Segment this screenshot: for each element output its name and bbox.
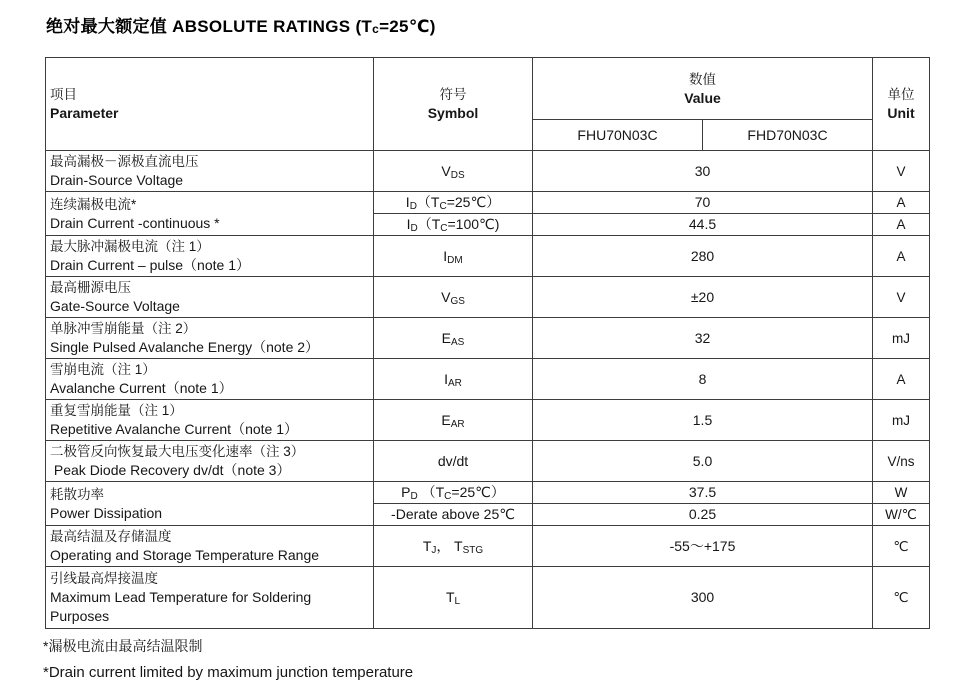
- param-label-cn: 最高栅源电压: [50, 280, 131, 295]
- symbol-cell: $I_{DM}$: [374, 236, 533, 277]
- param-label-cn: 连续漏极电流*: [50, 196, 137, 212]
- header-row-1: [46, 58, 930, 120]
- param-cell: [46, 318, 374, 359]
- header-unit-en: Unit: [887, 105, 915, 121]
- unit-cell: V: [873, 151, 930, 192]
- table-row: [46, 567, 930, 629]
- param-cell: [46, 277, 374, 318]
- header-parameter-cn: 项目: [50, 87, 77, 102]
- unit-cell: A: [873, 359, 930, 400]
- symbol-cell: $I_{AR}$: [374, 359, 533, 400]
- param-label-cn: 雪崩电流（注 1）: [50, 362, 156, 377]
- unit-cell: W/℃: [873, 504, 930, 526]
- param-cell: [46, 567, 374, 629]
- footnote-cn: *漏极电流由最高结温限制: [43, 638, 203, 654]
- value-cell: 1.5: [533, 400, 873, 441]
- value-cell: 300: [533, 567, 873, 629]
- header-symbol-cell: [374, 58, 533, 151]
- unit-cell: ℃: [873, 526, 930, 567]
- header-value-cn: 数值: [689, 71, 716, 87]
- footnote-en: *Drain current limited by maximum junction temperature: [43, 664, 414, 681]
- footnotes: [43, 637, 413, 682]
- symbol-cell: $E_{AR}$: [374, 400, 533, 441]
- table-row: [46, 277, 930, 318]
- unit-cell: A: [873, 214, 930, 236]
- header-symbol-cn: 符号: [439, 87, 467, 102]
- header-parameter-cell: [46, 58, 374, 151]
- table-row: [46, 236, 930, 277]
- param-label-cn: 最高漏极－源极直流电压: [50, 154, 199, 169]
- unit-cell: mJ: [873, 400, 930, 441]
- param-cell: [46, 526, 374, 567]
- symbol-cell: $V_{DS}$: [374, 151, 533, 192]
- table-row: [46, 441, 930, 482]
- header-value-en: Value: [684, 89, 721, 106]
- header-value-cell: [533, 58, 873, 120]
- symbol-cell: dv/dt: [374, 441, 533, 482]
- param-label-en: Power Dissipation: [50, 504, 163, 521]
- absolute-ratings-table: [45, 57, 930, 629]
- param-label-en: Gate-Source Voltage: [50, 298, 180, 314]
- unit-cell: A: [873, 236, 930, 277]
- value-cell: 0.25: [533, 504, 873, 526]
- table-row: [46, 400, 930, 441]
- page-title-condition: $(T_c=25℃)$: [355, 17, 436, 36]
- param-label-cn: 重复雪崩能量（注 1）: [50, 403, 183, 418]
- value-cell: 30: [533, 151, 873, 192]
- param-label-cn: 引线最高焊接温度: [50, 571, 158, 586]
- param-cell: [46, 236, 374, 277]
- model-column-fhu70n03c: FHU70N03C: [533, 120, 703, 151]
- unit-cell: A: [873, 192, 930, 214]
- table-row: [46, 526, 930, 567]
- table-row: [46, 482, 930, 504]
- param-label-en: Repetitive Avalanche Current（note 1）: [50, 421, 298, 437]
- param-label-cn: 二极管反向恢复最大电压变化速率（注 3）: [50, 444, 305, 459]
- param-label-en: Drain Current -continuous *: [50, 214, 220, 231]
- param-cell: [46, 482, 374, 526]
- header-unit-cell: [873, 58, 930, 151]
- value-cell: 70: [533, 192, 873, 214]
- value-cell: 280: [533, 236, 873, 277]
- symbol-cell: $I_D(T_C=100℃)$: [374, 214, 533, 236]
- param-label-cn: 最高结温及存储温度: [50, 529, 172, 544]
- param-label-en: Avalanche Current（note 1）: [50, 380, 233, 396]
- table-row: [46, 318, 930, 359]
- param-cell: [46, 441, 374, 482]
- header-symbol-en: Symbol: [427, 105, 479, 121]
- header-parameter-en: Parameter: [50, 105, 119, 121]
- unit-cell: W: [873, 482, 930, 504]
- param-label-cn: 单脉冲雪崩能量（注 2）: [50, 321, 197, 336]
- symbol-cell: -Derate above 25℃: [374, 504, 533, 526]
- table-row: [46, 359, 930, 400]
- symbol-cell: $T_J$， $T_{STG}$: [374, 526, 533, 567]
- param-cell: [46, 151, 374, 192]
- param-label-en: Operating and Storage Temperature Range: [50, 547, 320, 563]
- symbol-cell: $I_D(T_C=25℃)$: [374, 192, 533, 214]
- unit-cell: V/ns: [873, 441, 930, 482]
- param-label-cn: 耗散功率: [50, 486, 104, 502]
- page-title-en: ABSOLUTE RATINGS: [172, 17, 351, 36]
- value-cell: -55～+175: [533, 526, 873, 567]
- symbol-cell: $E_{AS}$: [374, 318, 533, 359]
- symbol-cell: $T_L$: [374, 567, 533, 629]
- table-row: [46, 151, 930, 192]
- ratings-table-body: [46, 151, 930, 629]
- value-cell: ±20: [533, 277, 873, 318]
- unit-cell: mJ: [873, 318, 930, 359]
- param-label-en: Drain-Source Voltage: [50, 172, 184, 188]
- param-cell: [46, 192, 374, 236]
- param-label-en: Peak Diode Recovery dv/dt（note 3）: [50, 462, 291, 478]
- value-cell: 5.0: [533, 441, 873, 482]
- unit-cell: ℃: [873, 567, 930, 629]
- table-header: [46, 58, 930, 151]
- value-cell: 37.5: [533, 482, 873, 504]
- param-label-en: Drain Current – pulse（note 1）: [50, 257, 250, 273]
- value-cell: 8: [533, 359, 873, 400]
- value-cell: 32: [533, 318, 873, 359]
- param-label-en: Single Pulsed Avalanche Energy（note 2）: [50, 339, 320, 355]
- value-cell: 44.5: [533, 214, 873, 236]
- model-column-fhd70n03c: FHD70N03C: [703, 120, 873, 151]
- param-label-cn: 最大脉冲漏极电流（注 1）: [50, 239, 210, 254]
- param-label-en: Maximum Lead Temperature for Soldering Purposes: [50, 589, 316, 624]
- page-title: [46, 12, 436, 37]
- table-row: [46, 192, 930, 214]
- unit-cell: V: [873, 277, 930, 318]
- symbol-cell: $P_D$ $(T_C=25℃)$: [374, 482, 533, 504]
- header-unit-cn: 单位: [887, 87, 915, 102]
- symbol-cell: $V_{GS}$: [374, 277, 533, 318]
- page-title-cn: 绝对最大额定值: [46, 17, 168, 36]
- param-cell: [46, 400, 374, 441]
- param-cell: [46, 359, 374, 400]
